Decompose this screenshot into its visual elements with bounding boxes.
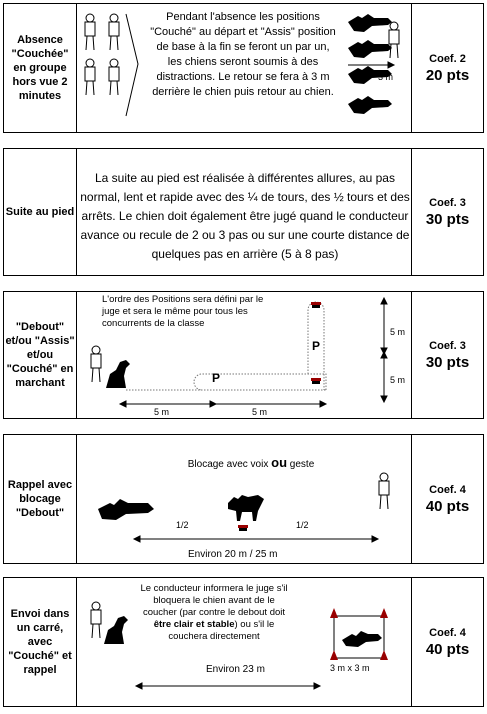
handler-figure [379,473,389,509]
dimension-arrow [134,536,378,542]
dog-assis-figure [106,360,130,388]
distance-label: 5 m [390,375,406,385]
distance-label: Environ 20 m / 25 m [188,549,278,560]
dog-assis-figure [104,616,128,644]
row-suite-au-pied [3,148,484,276]
envoi-text: Le conducteur informera le juge s'il bloquera le chien avant de le coucher (par contre le debout doit [140,583,288,618]
row-positions-en-marchant [3,291,484,419]
ou-text: ou [271,455,288,470]
coef-cell [411,578,483,706]
dog-couche-figure [342,631,382,647]
row-text [138,583,290,643]
distance-label: 5 m [154,407,170,417]
dog-couche-figure [348,14,392,114]
row-label: "Debout" et/ou "Assis" et/ou "Couché" en marchant [4,292,77,418]
row-content [76,435,412,563]
geste-text: geste [289,459,315,470]
row-content [76,149,412,275]
cone-icon [238,525,248,531]
path-shape [126,371,326,390]
coef-label: Coef. 3 [429,196,466,209]
coef-label: Coef. 4 [429,626,466,639]
distance-arrow [348,62,394,68]
distance-label: 5 m [390,327,406,337]
handler-figure [85,14,119,95]
row-label: Rappel avec blocage "Debout" [4,435,77,563]
coef-label: Coef. 3 [429,339,466,352]
dog-couche-figure [98,499,154,520]
position-label: P [212,371,221,385]
points-label: 30 pts [425,210,470,228]
handler-figure [91,602,101,638]
row-text: L'ordre des Positions sera défini par le juge et sera le même pour tous les concurrents de la classe [102,294,264,329]
handler-figure [389,22,399,58]
row-text: Pendant l'absence les positions "Couché" au départ et "Assis" position de base à la fin se feront un par un, les chiens seront soumis à des distractions. Le retour se fera à 3 m derrière le chien puis retour au chien. [150,11,336,98]
handler-figure [91,346,101,382]
envoi-bold-text: être clair et stable [153,619,235,630]
row-absence [3,3,484,133]
row-label: Absence "Couchée" en groupe hors vue 2 minutes [4,4,77,132]
row-rappel-blocage [3,434,484,564]
square-label: 3 m x 3 m [330,663,370,673]
row-label: Suite au pied [4,149,77,275]
cone-icon [311,378,321,384]
row-content [76,578,412,706]
envoi-text-end: ) ou s'il le couchera directement [168,619,275,642]
row-content [76,292,412,418]
coef-label: Coef. 2 [429,52,466,65]
cone-icon [311,302,321,308]
distance-label: 3 m [378,72,394,82]
blocage-text: Blocage avec voix [187,459,269,470]
row-content [76,4,412,132]
chevron-shape [126,14,138,116]
coef-label: Coef. 4 [429,483,466,496]
dimension-arrow [136,683,320,689]
coef-cell [411,292,483,418]
dog-debout-figure [228,495,264,521]
row-envoi-carre [3,577,484,707]
position-label: P [312,339,321,353]
coef-cell [411,4,483,132]
points-label: 30 pts [425,353,470,371]
points-label: 20 pts [425,66,470,84]
row-text: La suite au pied est réalisée à différentes allures, au pas normal, lent et rapide avec des ¼ de tours, des ½ tours et des arrêts. Le chien doit également être jugé quand le conducteur avance ou recule de 2 ou 3 pas ou sur une courte distance de quelques pas en arrière (5 à 8 pas) [80,171,410,261]
distance-label: 5 m [252,407,268,417]
coef-cell [411,435,483,563]
coef-cell [411,149,483,275]
row-label: Envoi dans un carré, avec "Couché" et rappel [4,578,77,706]
points-label: 40 pts [425,640,470,658]
half-label: 1/2 [296,520,309,530]
half-label: 1/2 [176,520,189,530]
points-label: 40 pts [425,497,470,515]
row-text [176,455,326,472]
distance-label: Environ 23 m [206,664,265,675]
